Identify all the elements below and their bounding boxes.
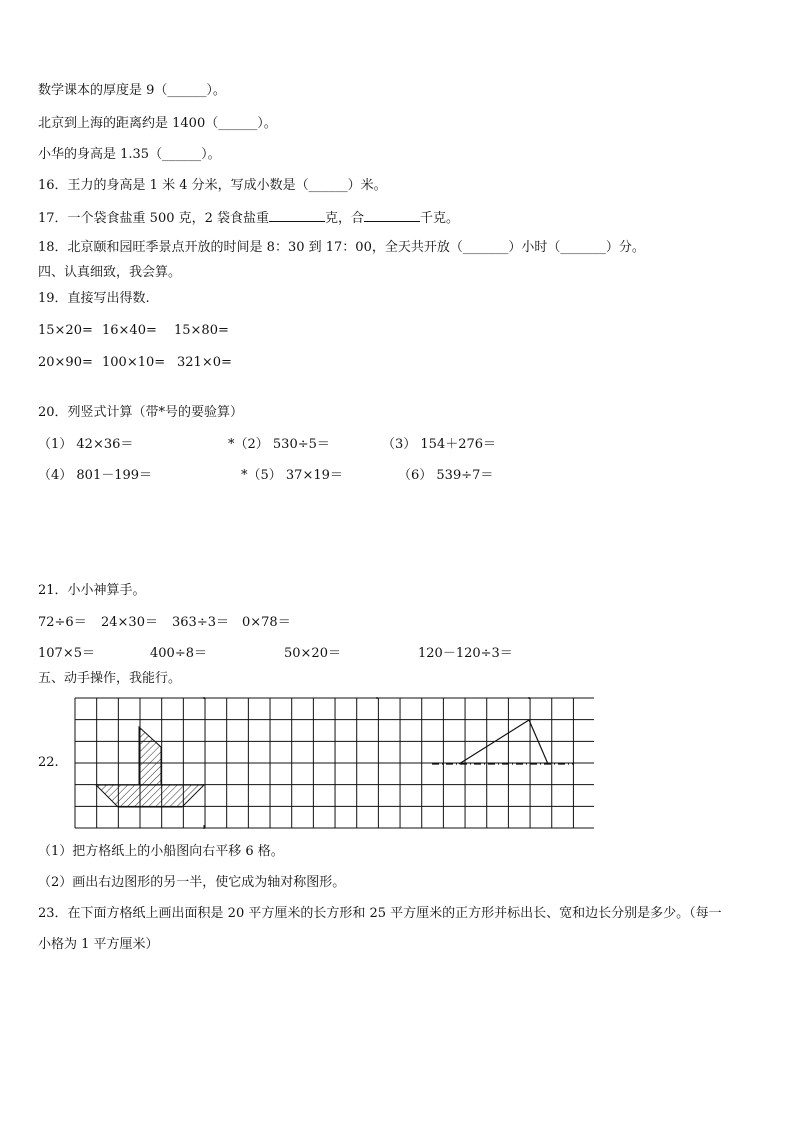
boat-sail — [139, 727, 161, 785]
q19-item: 15×20= — [38, 323, 93, 338]
grid-svg — [74, 697, 594, 829]
question-18: 18．北京颐和园旺季景点开放的时间是 8：30 到 17：00，全天共开放（_______）小时（_______）分。 — [38, 240, 645, 255]
q22-sub-1: （1）把方格纸上的小船图向右平移 6 格。 — [38, 844, 284, 859]
q19-item: 20×90= — [38, 355, 93, 370]
q17-part-b: 克，合 — [325, 211, 365, 226]
q21-item: 24×30＝ — [101, 615, 158, 630]
line-textbook-thickness: 数学课本的厚度是 9（______）。 — [38, 83, 226, 98]
q21-item: 72÷6＝ — [38, 615, 87, 630]
q21-item: 107×5＝ — [38, 646, 95, 661]
q21-item: 50×20＝ — [284, 646, 341, 661]
q20-item: （6） 539÷7＝ — [398, 468, 494, 483]
question-23-line-1: 23．在下面方格纸上画出面积是 20 平方厘米的长方形和 25 平方厘米的正方形并标出长、宽和边长分别是多少。（每一 — [38, 906, 722, 921]
q17-blank-1[interactable] — [269, 209, 325, 222]
q17-part-c: 千克。 — [420, 211, 460, 226]
question-16: 16．王力的身高是 1 米 4 分米，写成小数是（______）米。 — [38, 178, 387, 193]
question-17 — [38, 209, 459, 227]
q20-item: （1） 42×36＝ — [38, 437, 134, 452]
q20-item: （3） 154＋276＝ — [382, 437, 497, 452]
question-23-line-2: 小格为 1 平方厘米） — [38, 937, 159, 952]
q21-item: 363÷3＝ — [172, 615, 229, 630]
half-figure — [459, 720, 548, 764]
section-5-heading: 五、动手操作，我能行。 — [38, 671, 182, 686]
q21-item: 400÷8＝ — [150, 646, 207, 661]
q20-item: *（5） 37×19＝ — [241, 468, 343, 483]
q20-item: （4） 801－199＝ — [38, 468, 153, 483]
q19-item: 16×40= — [102, 323, 157, 338]
q20-item: *（2） 530÷5＝ — [228, 437, 330, 452]
question-22-label: 22. — [38, 755, 59, 770]
q19-item: 321×0= — [177, 355, 232, 370]
q19-item: 100×10= — [102, 355, 166, 370]
question-21: 21．小小神算手。 — [38, 583, 146, 598]
q21-item: 0×78＝ — [242, 615, 291, 630]
q17-part-a: 17．一个袋食盐重 500 克，2 袋食盐重 — [38, 211, 270, 226]
q19-item: 15×80= — [174, 323, 229, 338]
question-19: 19．直接写出得数. — [38, 291, 150, 306]
q17-blank-2[interactable] — [364, 209, 420, 222]
boat-hull — [96, 785, 204, 807]
q22-sub-2: （2）画出右边图形的另一半，使它成为轴对称图形。 — [38, 875, 346, 890]
grid-paper — [74, 697, 594, 829]
section-4-heading: 四、认真细致，我会算。 — [38, 265, 182, 280]
line-xiaohua-height: 小华的身高是 1.35（______）。 — [38, 147, 221, 162]
question-20: 20．列竖式计算（带*号的要验算） — [38, 405, 244, 420]
q21-item: 120－120÷3＝ — [418, 646, 513, 661]
line-beijing-shanghai: 北京到上海的距离约是 1400（______）。 — [38, 116, 277, 131]
